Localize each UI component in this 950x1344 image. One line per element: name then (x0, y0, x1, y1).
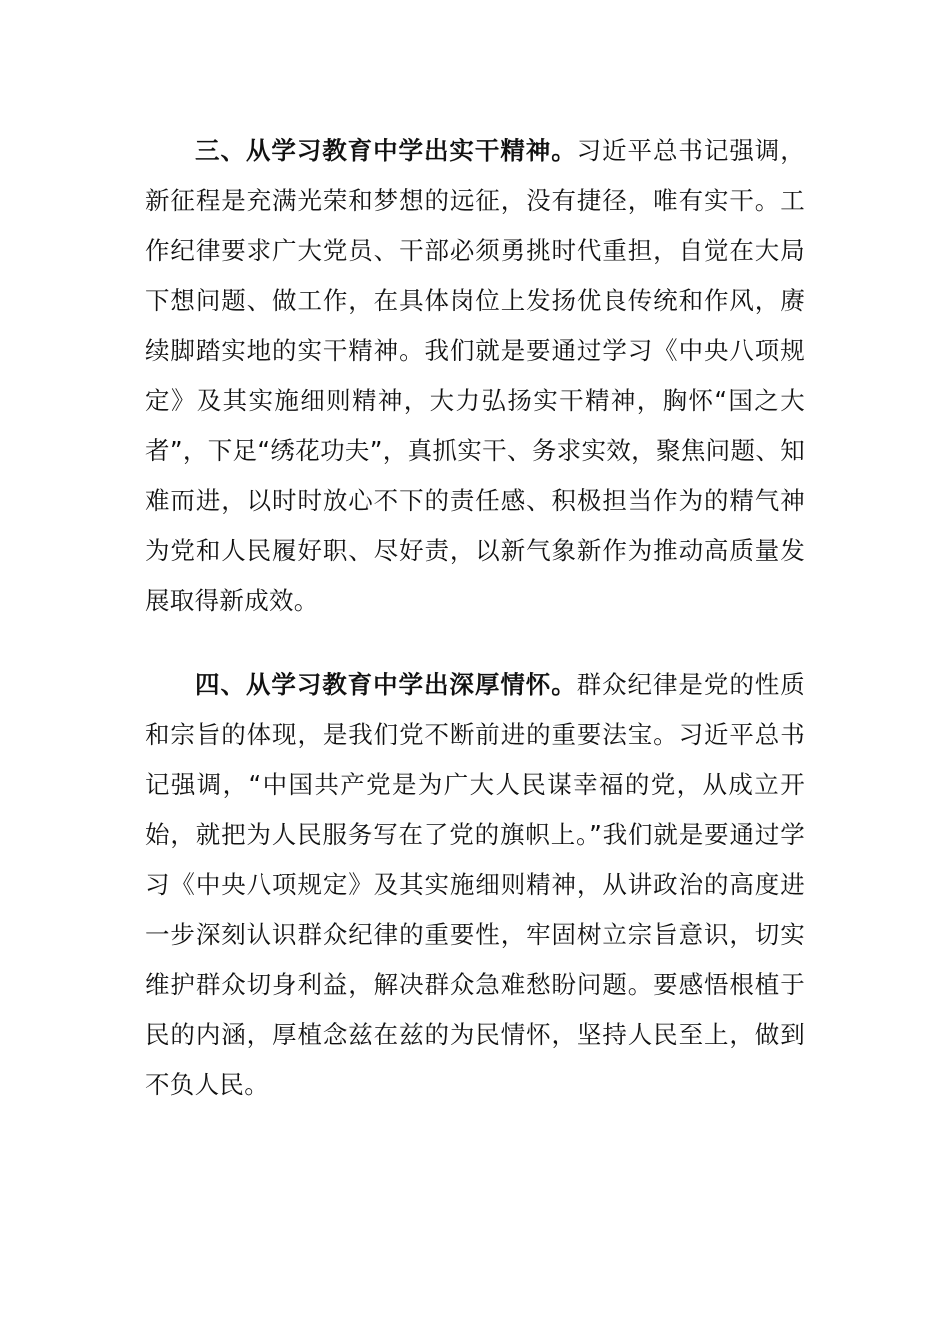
paragraph-section-4 (145, 660, 805, 1110)
section-heading: 四、从学习教育中学出深厚情怀。 (195, 670, 577, 699)
section-body: 习近平总书记强调，新征程是充满光荣和梦想的远征，没有捷径，唯有实干。工作纪律要求广大党员、干部必须勇挑时代重担，自觉在大局下想问题、做工作，在具体岗位上发扬优良传统和作风，赓续脚踏实地的实干精神。我们就是要通过学习《中央八项规定》及其实施细则精神，大力弘扬实干精神，胸怀“国之大者”，下足“绣花功夫”，真抓实干、务求实效，聚焦问题、知难而进，以时时放心不下的责任感、积极担当作为的精气神为党和人民履好职、尽好责，以新气象新作为推动高质量发展取得新成效。 (145, 136, 806, 615)
section-body: 群众纪律是党的性质和宗旨的体现，是我们党不断前进的重要法宝。习近平总书记强调，“中国共产党是为广大人民谋幸福的党，从成立开始，就把为人民服务写在了党的旗帜上。”我们就是要通过学习《中央八项规定》及其实施细则精神，从讲政治的高度进一步深刻认识群众纪律的重要性，牢固树立宗旨意识，切实维护群众切身利益，解决群众急难愁盼问题。要感悟根植于民的内涵，厚植念兹在兹的为民情怀，坚持人民至上，做到不负人民。 (145, 670, 806, 1099)
paragraph-section-3 (145, 126, 805, 626)
section-heading: 三、从学习教育中学出实干精神。 (195, 136, 577, 165)
